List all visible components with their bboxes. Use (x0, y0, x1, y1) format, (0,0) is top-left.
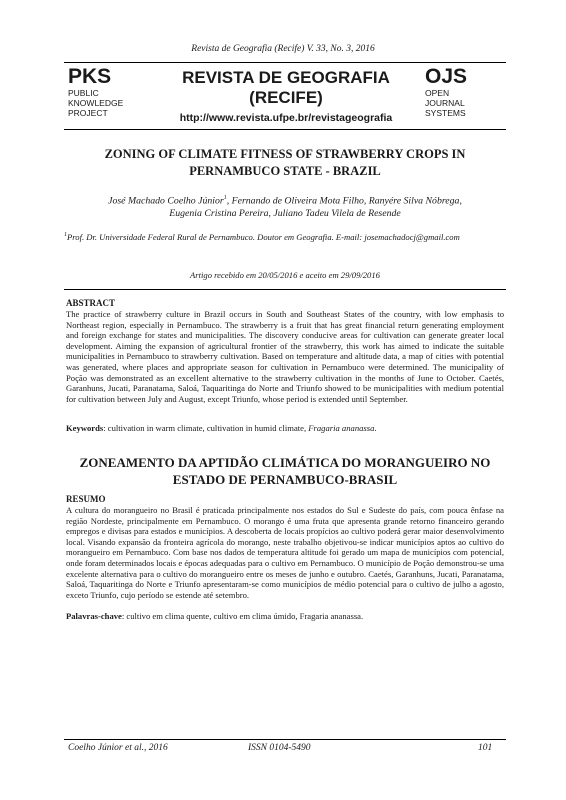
authors-rest-1: , Fernando de Oliveira Mota Filho, Ranyére Silva Nóbrega, (226, 195, 462, 207)
journal-url[interactable]: http://www.revista.ufpe.br/revistageografia (179, 112, 393, 124)
authors-line-1 (64, 192, 506, 207)
palavras-chave (66, 611, 504, 622)
footer-issn: ISSN 0104-5490 (248, 743, 311, 753)
ojs-logo (425, 66, 467, 118)
ojs-line-3: SYSTEMS (425, 108, 466, 118)
pks-abbr: PKS (68, 65, 112, 88)
affiliation-text: Prof. Dr. Universidade Federal Rural de Pernambuco. Doutor em Geografia. E-mail: josemachadocj@gmail.com (67, 231, 460, 242)
affiliation (64, 229, 506, 243)
pks-line-1: PUBLIC (68, 88, 99, 98)
received-accepted-dates: Artigo recebido em 20/05/2016 e aceito em 29/09/2016 (190, 270, 380, 280)
ojs-line-1: OPEN (425, 88, 450, 98)
section-rule (64, 289, 506, 290)
author-first: José Machado Coelho Júnior (108, 195, 224, 207)
page-number: 101 (478, 743, 493, 753)
resumo-body: A cultura do morangueiro no Brasil é praticada principalmente nos estados do Sul e Sudeste do país, com pouca ênfase na região Nordeste, principalmente em Pernambuco. O morango é uma fruta que apresenta grande retorno financeiro gerando empregos e divisas para estados e municípios. A descoberta de locais propícios ao cultivo poderá gerar maior desenvolvimento local. Visando expansão da fronteira agrícola do morango, neste trabalho objetivou-se indicar municípios aptos ao cultivo do morangueiro em Pernambuco. Com base nos dados de temperatura altitude foi gerado um mapa de municípios com potencial, onde foram determinados locais e épocas adequadas para o cultivo em Pernambuco. O município de Poção demonstrou-se uma excelente alternativa para o cultivo do morangueiro entre os meses de junho e outubro. Caetés, Garanhuns, Jucati, Paranatama, Saloá, Taquaritinga do Norte e Triunfo apresentaram-se como municípios de médio potencial para o cultivo de julho a agosto, exceto Triunfo, cujo período se estende até setembro. (66, 505, 504, 600)
title-en-line-2: PERNAMBUCO STATE - BRAZIL (189, 164, 381, 178)
masthead-line-1: REVISTA DE GEOGRAFIA (182, 68, 390, 87)
palavras-label: Palavras-chave (66, 611, 122, 621)
article-title-portuguese (64, 454, 506, 488)
author-superscript: 1 (223, 195, 227, 201)
abstract-body: The practice of strawberry culture in Brazil occurs in South and Southeast States of the country, with low emphasis to Northeast region, especially in Pernambuco. The strawberry is a fruit that has great financial return generating employment and foreign exchange for states and municipalities. The discovery conducive areas for cultivation can generate greater local development. Aiming the expansion of agricultural frontier of the strawberry, this work has aimed to indicate the suitable municipalities in Pernambuco to strawberry cultivation. Based on temperature and altitude data, a map of cities with potential was generated, where places and appropriate season for cultivation in Pernambuco were determined. The municipality of Poção was demonstrated as an excellent alternative to the strawberry cultivation in the months of June to October. Caetés, Garanhuns, Jucati, Paranatama, Saloá, Taquaritinga do Norte and Triunfo showed to be municipalities with medium potential for cultivation between July and August, except Triunfo, whose period is extended until September. (66, 309, 504, 404)
author-list (64, 192, 506, 220)
keywords (66, 423, 504, 434)
title-en-line-1: ZONING OF CLIMATE FITNESS OF STRAWBERRY CROPS IN (104, 147, 466, 161)
footer-citation: Coelho Júnior et al., 2016 (68, 743, 168, 753)
journal-citation: Revista de Geografia (Recife) V. 33, No. 3, 2016 (191, 44, 375, 54)
journal-masthead (150, 68, 422, 124)
footer-rule (64, 739, 506, 740)
keywords-species: Fragaria ananassa (308, 423, 375, 433)
keywords-label: Keywords (66, 423, 104, 433)
keywords-end: . (374, 423, 377, 433)
palavras-text: : cultivo em clima quente, cultivo em clima úmido, Fragaria ananassa. (121, 611, 364, 621)
article-title-english (64, 146, 506, 180)
authors-line-2: Eugenia Cristina Pereira, Juliano Tadeu Vilela de Resende (169, 208, 401, 220)
masthead-line-2: (RECIFE) (249, 88, 323, 107)
pks-line-3: PROJECT (68, 108, 108, 118)
ojs-abbr: OJS (425, 65, 468, 88)
affiliation-superscript: 1 (64, 232, 67, 238)
title-pt-line-1: ZONEAMENTO DA APTIDÃO CLIMÁTICA DO MORANGUEIRO NO (79, 455, 491, 470)
pks-line-2: KNOWLEDGE (68, 98, 124, 108)
resumo-heading: RESUMO (66, 494, 106, 504)
abstract-heading: ABSTRACT (66, 298, 116, 308)
ojs-line-2: JOURNAL (425, 98, 465, 108)
keywords-text: : cultivation in warm climate, cultivation in humid climate, (103, 423, 309, 433)
pks-logo (68, 66, 123, 118)
title-pt-line-2: ESTADO DE PERNAMBUCO-BRASIL (172, 472, 398, 487)
header-top-rule (64, 62, 506, 63)
header-bottom-rule (64, 129, 506, 130)
